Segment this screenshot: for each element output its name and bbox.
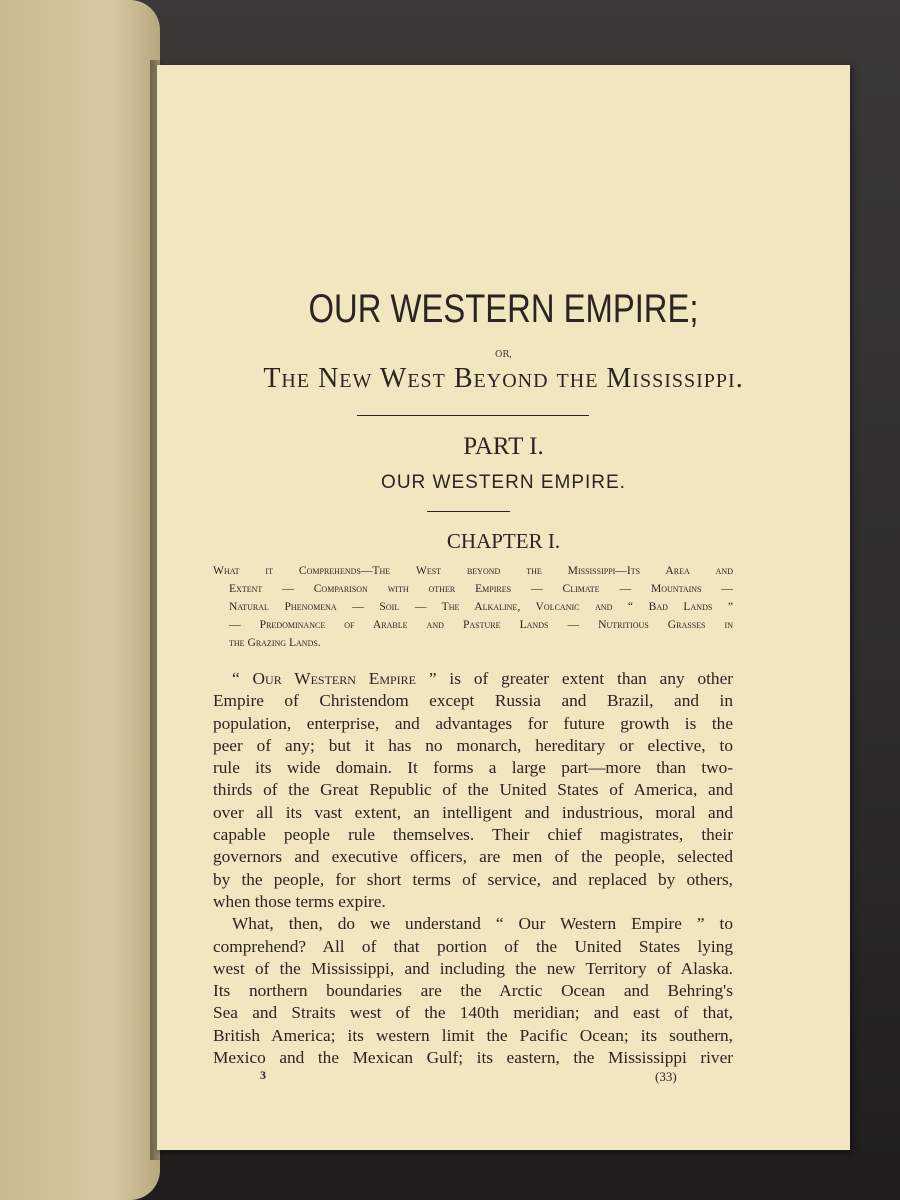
quote-open: “ [232,669,253,688]
body-line: population, enterprise, and advantages for future growth is the [213,713,733,733]
body-line: over all its vast extent, an intelligent and industrious, moral and [213,802,733,822]
body-line: Mexico and the Mexican Gulf; its eastern, the Mississippi river [213,1048,733,1068]
body-line: Empire of Christendom except Russia and Brazil, and in [213,691,733,711]
book-page [157,65,850,1150]
chapter-body [213,668,733,1069]
body-line: comprehend? All of that portion of the United States lying [213,936,733,956]
title-or: OR, [494,350,512,360]
body-line: by the people, for short terms of service, and replaced by others, [213,869,733,889]
body-line: when those terms expire. [213,891,386,911]
synopsis-line: — Predominance of Arable and Pasture Lands — Nutritious Grasses in [229,618,733,631]
part-label: PART I. [463,433,544,460]
body-line-rest: ” is of greater extent than any other [416,669,733,688]
synopsis-line: the Grazing Lands. [229,636,321,649]
signature-mark: 3 [260,1068,266,1082]
chapter-label: CHAPTER I. [446,529,561,553]
body-line: capable people rule themselves. Their chief magistrates, their [213,825,733,845]
page-number: (33) [655,1069,677,1084]
body-line: rule its wide domain. It forms a large part—more than two- [213,758,733,778]
synopsis-line: Extent — Comparison with other Empires — Climate — Mountains — [229,582,733,595]
body-line [213,668,733,690]
body-line: peer of any; but it has no monarch, hereditary or elective, to [213,735,733,755]
title-divider [357,415,589,416]
chapter-synopsis [213,562,733,652]
part-divider [427,511,510,512]
synopsis-line: What it Comprehends—The West beyond the Mississippi—Its Area and [213,564,733,577]
body-line: governors and executive officers, are men of the people, selected [213,847,733,867]
body-line: Its northern boundaries are the Arctic Ocean and Behring's [213,981,733,1001]
synopsis-line: Natural Phenomena — Soil — The Alkaline, Volcanic and “ Bad Lands ” [229,600,733,613]
facing-page-edge [0,0,160,1200]
body-line: What, then, do we understand “ Our Western Empire ” to [232,914,733,934]
body-line: Sea and Straits west of the 140th meridian; and east of that, [213,1003,733,1023]
body-line: thirds of the Great Republic of the United States of America, and [213,780,733,800]
body-line: British America; its western limit the Pacific Ocean; its southern, [213,1025,733,1045]
book-subtitle: The New West Beyond the Mississippi. [263,363,744,394]
part-title: OUR WESTERN EMPIRE. [381,472,626,493]
body-line: west of the Mississippi, and including the new Territory of Alaska. [213,958,733,978]
title-reference: Our Western Empire [252,669,417,688]
book-title: OUR WESTERN EMPIRE; [308,287,699,331]
